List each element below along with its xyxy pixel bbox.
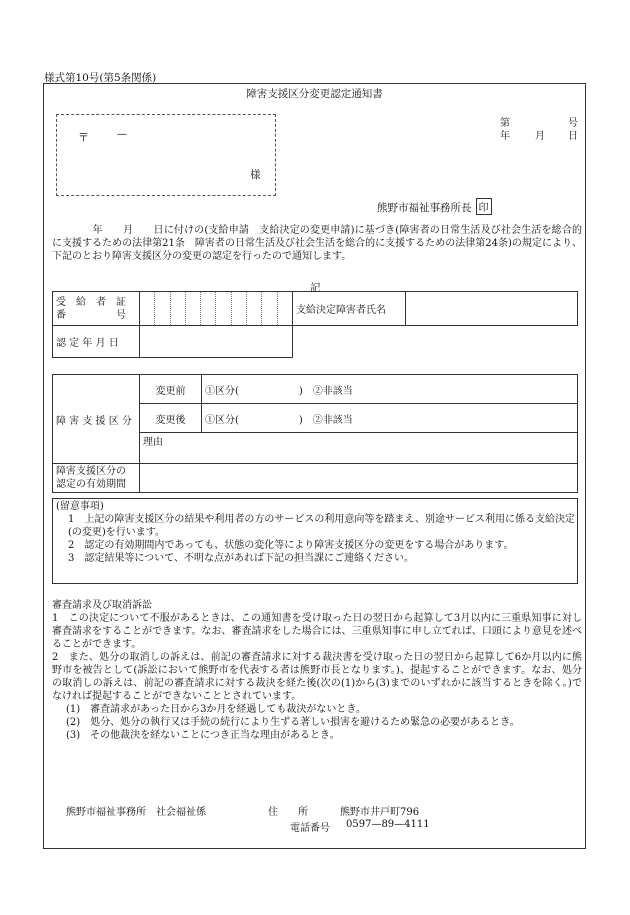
review-item-2: 2 また、処分の取消しの訴えは、前記の審査請求に対する裁決書を受け取った日の翌日から起算して6か月以内に熊野市を被告として(訴訟において熊野市を代表する者は熊野市長となります。)、提起することができます。なお、処分の取消しの訴えは、前記の審査請求に対する裁決を経た後(次の(1)から(3)までのいずれかに該当するときを除く。)でなければ提起することができないこととされています。: [52, 652, 582, 702]
note-item: 2 認定の有効期間内であっても、状態の変化等により障害支援区分の変更をする場合があります。: [68, 540, 514, 551]
reason-field[interactable]: [140, 433, 578, 464]
ki-mark: 記: [310, 282, 321, 294]
footer-office: 熊野市福祉事務所 社会福祉係: [66, 807, 206, 818]
notes-heading: (留意事項): [56, 501, 104, 512]
recipient-table: [52, 291, 578, 358]
recipient-name-label: 支給決定障害者氏名: [293, 292, 406, 326]
body-text: 年 月 日に付けの(支給申請 支給決定の変更申請)に基づき(障害者の日常生活及び社会生活を総合的に支援するための法律第21条 障害者の日常生活及び社会生活を総合的に支援するための法律第24条)の規定により、下記のとおり障害支援区分の変更の認定を行ったので通知します。: [52, 225, 582, 262]
validity-value[interactable]: [140, 464, 578, 493]
document-title: 障害支援区分変更認定通知書: [246, 88, 383, 100]
issuer: [377, 198, 492, 215]
recipient-no-cells[interactable]: [140, 292, 293, 326]
note-item: 1 上記の障害支援区分の結果や利用者の方のサービスの利用意向等を踏まえ、別途サービス利用に係る支給決定(の変更)を行います。: [68, 514, 575, 538]
after-label: 変更後: [140, 404, 202, 433]
review-section: [52, 599, 582, 742]
category-table: [52, 374, 578, 493]
recipient-no-label: 受 給 者 証 番 号: [53, 292, 140, 326]
notes: [56, 500, 576, 565]
cert-date-label: 認 定 年 月 日: [53, 326, 140, 358]
review-sub-1: (1) 審査請求があった日から3か月を経過しても裁決がないとき。: [66, 704, 367, 715]
cert-date-value[interactable]: [140, 326, 293, 358]
note-item: 3 認定結果等について、不明な点があれば下記の担当課にご連絡ください。: [68, 553, 414, 564]
after-value[interactable]: ①区分( ) ②非該当: [202, 404, 578, 433]
issuer-name: 熊野市福祉事務所長: [377, 202, 472, 214]
footer-address-label: 住 所: [268, 807, 308, 818]
before-label: 変更前: [140, 375, 202, 404]
footer-phone: 0597—89—4111: [346, 819, 430, 830]
date-day: 日: [568, 131, 578, 142]
doc-no-dai: 第: [500, 118, 510, 129]
footer-address: 熊野市井戸町796: [340, 807, 420, 818]
honorific-sama: 様: [250, 169, 261, 181]
category-label: 障 害 支 援 区 分: [53, 375, 140, 464]
validity-label: 障害支援区分の 認定の有効期間: [53, 464, 140, 493]
postal-mark: 〒: [78, 131, 89, 144]
footer-phone-label: 電話番号: [290, 823, 330, 834]
review-item-1: 1 この決定について不服があるときは、この通知書を受け取った日の翌日から起算して3月以内に三重県知事に対し審査請求をすることができます。なお、審査請求をした場合には、三重県知事に申し立てれば、口頭により意見を述べることができます。: [52, 613, 582, 650]
before-value[interactable]: ①区分( ) ②非該当: [202, 375, 578, 404]
reason-label: 理由: [143, 437, 163, 448]
review-heading: 審査請求及び取消訴訟: [52, 600, 152, 611]
review-sub-2: (2) 処分、処分の執行又は手続の続行により生ずる著しい損害を避けるため緊急の必要があるとき。: [66, 717, 520, 728]
seal-mark: 印: [476, 198, 492, 215]
postal-dash: —: [117, 129, 127, 140]
form-number: 様式第10号(第5条関係): [44, 72, 157, 84]
date-year: 年: [500, 131, 510, 142]
recipient-name-value[interactable]: [406, 292, 578, 326]
date-month: 月: [535, 131, 545, 142]
address-window: [56, 114, 276, 196]
review-sub-3: (3) その他裁決を経ないことにつき正当な理由があるとき。: [66, 730, 340, 741]
doc-no-go: 号: [568, 118, 578, 129]
